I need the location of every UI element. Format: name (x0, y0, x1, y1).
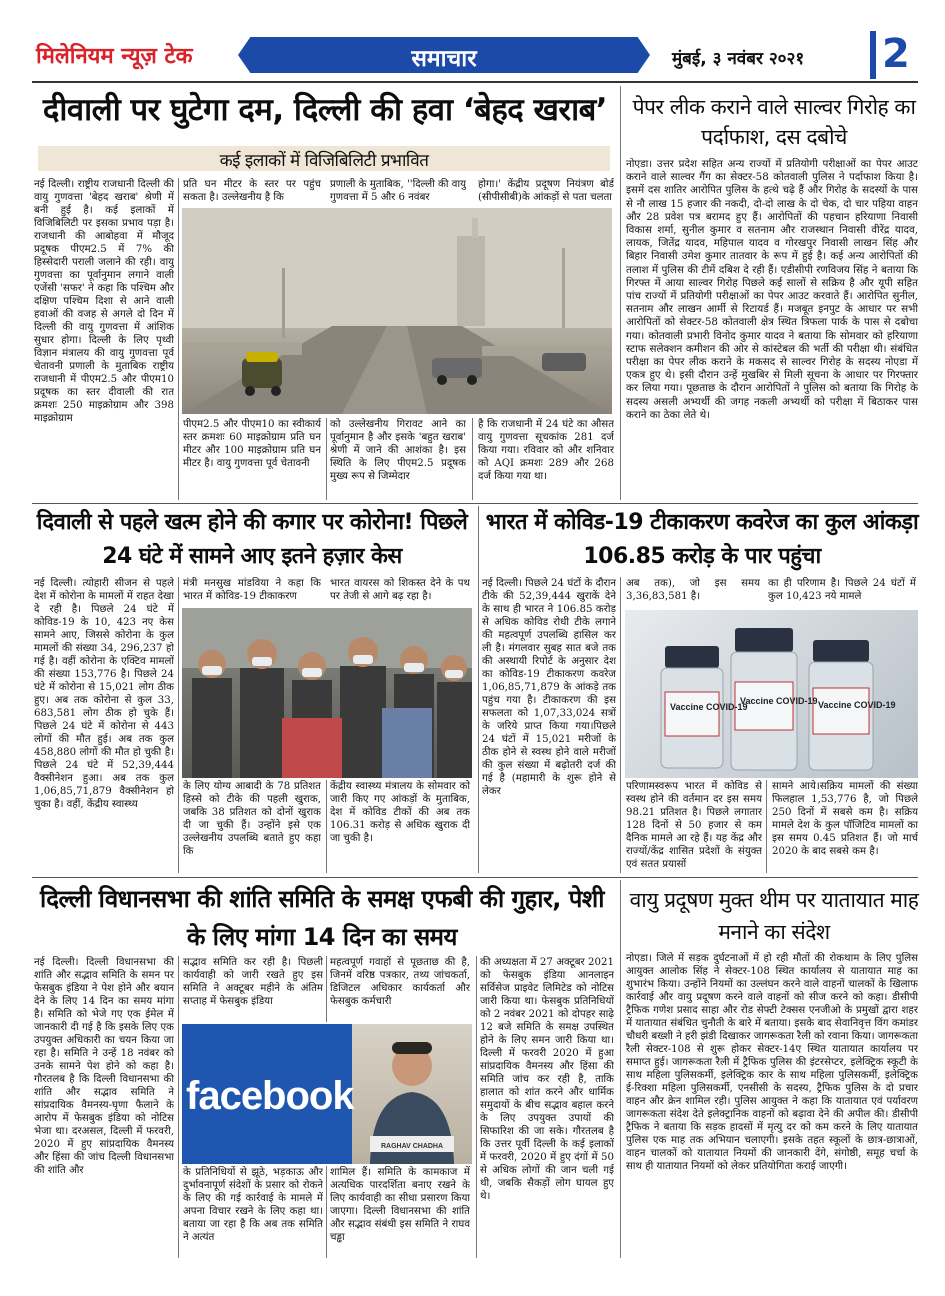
story4-col2-bottom: परिणामस्वरूप भारत में कोविड से स्वस्थ होने की वर्तमान दर इस समय 98.21 प्रतिशत है। पिछले लगातार 128 दिनों से 50 हजार से कम दैनिक मामले आ रहे हैं। यह केंद्र और राज्यों/केंद्र शासित प्रदेशों के संयुक्त एवं सतत प्रयासों (626, 781, 762, 870)
masthead (0, 0, 945, 86)
story5-col3-bottom: शामिल हैं। समिति के कामकाज में अत्यधिक पारदर्शिता बनाए रखने के लिए कार्यवाही का सीधा प्रसारण किया जाएगा। दिल्ली विधानसभा की शांति और सद्भाव संबंधी इस समिति ने राघव चड्ढा (330, 1167, 470, 1243)
vial-label-1: Vaccine COVID-19 (670, 702, 748, 712)
story6-headline: वायु प्रदूषण मुक्त थीम पर यातायात माह मनाने का संदेश (629, 888, 919, 944)
story1-col2-top: प्रति घन मीटर के स्तर पर पहुंच सकता है। उल्लेखनीय है कि (183, 179, 321, 203)
story1-col4-bottom: है कि राजधानी में 24 घंटे का औसत वायु गुणवत्ता सूचकांक 281 दर्ज किया गया। रविवार को और शनिवार को AQI क्रमशः 289 और 268 दर्ज किया गया था। (478, 419, 614, 482)
brand-name: मिलेनियम न्यूज़ टेक (36, 44, 193, 69)
story3-col2-bottom: के लिए योग्य आबादी के 78 प्रतिशत हिस्से को टीके की पहली खुराक, जबकि 38 प्रतिशत को दोनों खुराक दी जा चुकी हैं। उन्होंने इसे एक उल्लेखनीय उपलब्धि बताते हुए कहा कि (183, 781, 321, 857)
story3-col3-top: भारत वायरस को शिकस्त देने के पथ पर तेजी से आगे बढ़ रहा है। (330, 578, 470, 602)
section-title: समाचार (411, 46, 477, 72)
story5-col4: की अध्यक्षता में 27 अक्टूबर 2021 को फेसबुक इंडिया आनलाइन सर्विसेज प्राइवेट लिमिटेड को नोटिस जारी किया था। फेसबुक प्रतिनिधियों को 2 नवंबर 2021 को दोपहर साढ़े 12 बजे समिति के समक्ष उपस्थित होने के लिए समन जारी किया था। दिल्ली में फरवरी 2020 में हुआ सांप्रदायिक वैमनस्य और हिंसा की समिति जांच कर रही है, ताकि हालात को शांत करने और धार्मिक समुदायों के बीच सद्भाव बहाल करने के लिए उपयुक्त उपायों की सिफारिश की जा सके। गौरतलब है कि उत्तर पूर्वी दिल्ली के कई इलाकों में फरवरी, 2020 में हुए दंगों में 50 से अधिक लोगों की जान चली गई थी, जबकि सैकड़ों लोग घायल हुए थे। (480, 957, 614, 1202)
story1-subhead: कई इलाकों में विजिबिलिटी प्रभावित (219, 151, 429, 171)
story2-text: नोएडा। उत्तर प्रदेश सहित अन्य राज्यों में प्रतियोगी परीक्षाओं का पेपर आउट कराने वाले साल्वर गैंग का सेक्टर-58 कोतवाली पुलिस ने पर्दाफाश किया है। इसमें दस शातिर आरोपित पुलिस के हत्थे चढ़े हैं और गिरोह के सदस्यों के पास से नौ लाख 15 हजार की नकदी, दो-दो लाख के दो चेक, दो चार पहिया वाहन और 28 प्रवेश पत्र बरामद हुए हैं। आरोपितों की पहचान हरियाणा निवासी विकास शर्मा, सुनील कुमार व सतनाम और राजस्थान निवासी वीरेंद्र यादव, लायक, जितेंद्र यादव, महिपाल यादव व गोरखपुर निवासी लाखन सिंह और बिहार निवासी उमेश कुमार तातवार के रूप में हुई है। कई अन्य आरोपितों की तलाश में पुलिस की टीमें दबिश दे रही हैं। एडीसीपी रणविजय सिंह ने बताया कि गिरफ्त में आया साल्वर गिरोह पिछले कई सालों से सक्रिय है और यूपी सहित पांच राज्यों में प्रतियोगी परीक्षाओं का पेपर आउट करवाते हैं। आरोपित सुनील, सतनाम और लाखन आर्मी से रिटायर्ड हैं। मजबूत इनपुट के आधार पर सभी आरोपितों को सेक्टर-58 कोतवाली क्षेत्र स्थित त्रिफला पार्क के पास से दबोचा गया। कोतवाली प्रभारी विनोद कुमार यादव ने बताया कि सोमवार को हरियाणा स्टाफ सलेक्शन कमीशन की ओर से कांस्टेबल की भर्ती की परीक्षा थी। संबंधित परीक्षा का पेपर लीक कराने के मकसद से साल्वर गिरोह के सदस्य नोएडा में एकत्र हुए थे। इसी दौरान उन्हें मुखबिर से मिली सूचना के आधार पर गिरफ्तार कर लिया गया। पूछताछ के दौरान आरोपितों ने पुलिस को बताया कि गिरोह के सदस्य असली अभ्यर्थी की जगह नकली अभ्यर्थी को परीक्षा में बिठाकर पास कराने का ठेका लेते थे। (626, 158, 918, 421)
story4-col1: नई दिल्ली। पिछले 24 घंटों के दौरान टीके की 52,39,444 खुराकें देने के साथ ही भारत ने 106.85 करोड़ से अधिक कोविड रोधी टीके लगाने की महत्वपूर्ण उपलब्धि हासिल कर ली है। मंगलवार सुबह सात बजे तक की अस्थायी रिपोर्ट के अनुसार देश का कोविड-19 टीकाकरण कवरेज 1,06,85,71,879 के आंकड़े तक पहुंच गया है। टीकाकरण की इस सफलता को 1,07,33,024 सत्रों के जरिये प्राप्त किया गया।पिछले 24 घंटों में 15,021 मरीजों के ठीक होने से स्वस्थ होने वाले मरीजों की कुल संख्या में बढ़ोतरी दर्ज की गई है (महामारी के शुरू होने से लेकर (482, 578, 616, 797)
story5-headline: दिल्ली विधानसभा की शांति समिति के समक्ष एफबी की गुहार, पेशी के लिए मांगा 14 दिन का समय (40, 885, 604, 951)
story1-col3-bottom: को उल्लेखनीय गिरावट आने का पूर्वानुमान है और इसके 'बहुत खराब' श्रेणी में जाने की आशंका है। इस स्थिति के लिए पीएम2.5 प्रदूषक मुख्य रूप से जिम्मेदार (330, 419, 466, 482)
facebook-logo-text: facebook (186, 1074, 354, 1118)
smog-road-photo (182, 208, 612, 414)
vial-label-3: Vaccine COVID-19 (818, 700, 896, 710)
vaccine-vials-photo (625, 610, 918, 778)
person-icon (352, 1024, 472, 1164)
story5-col2-top: सद्भाव समिति कर रही है। पिछली कार्यवाही को जारी रखते हुए इस समिति ने अक्टूबर महीने के अंतिम सप्ताह में फेसबुक इंडिया (183, 957, 323, 1007)
story1-col3-top: प्रणाली के मुताबिक, ''दिल्ली की वायु गुणवत्ता में 5 और 6 नवंबर (330, 179, 466, 203)
crowd-scene (182, 608, 472, 778)
masthead-rule (32, 81, 918, 83)
story3-col1: नई दिल्ली। त्योहारी सीजन से पहले देश में कोरोना के मामलों में राहत देखा दे रही है। पिछले 24 घंटे में कोविड-19 के 10, 423 नए केस सामने आए, जिससे कोरोना के कुल मामलों की संख्या 34, 296,237 हो गई है। वहीं कोरोना के एक्टिव मामलों की संख्या 153,776 है। पिछले 24 घंटे में कोरोना से 15,021 लोग ठीक हुए। अब तक कोरोना से कुल 33, 683,581 लोग ठीक हो चुके हैं। पिछले 24 घंटे में कोरोना से 443 लोगों की मौत हुई। अब तक कुल 458,880 लोगों की मौत हो चुकी है। पिछले 24 घंटे में 52,39,444 वैक्सीनेशन हुआ। अब तक कुल 1,06,85,71,879 वैक्सीनेशन हो चुका है। वहीं, केंद्रीय स्वास्थ्य (34, 578, 174, 810)
story4-col3-bottom: सामने आये।सक्रिय मामलों की संख्या फिलहाल 1,53,776 है, जो पिछले 250 दिनों में सबसे कम है। सक्रिय मामले देश के कुल पॉजिटिव मामलों का इस समय 0.45 प्रतिशत हैं। जो मार्च 2020 के बाद सबसे कम है। (772, 781, 918, 857)
vial-label-2: Vaccine COVID-19 (740, 696, 818, 706)
dateline: मुंबई, ३ नवंबर २०२१ (672, 49, 805, 69)
story5-col3-top: महत्वपूर्ण गवाहों से पूछताछ की है, जिनमें वरिष्ठ पत्रकार, तथ्य जांचकर्ता, डिजिटल अधिकार कार्यकर्ता और फेसबुक कर्मचारी (330, 957, 470, 1007)
page-number: 2 (870, 31, 924, 79)
story1-col1: नई दिल्ली। राष्ट्रीय राजधानी दिल्ली की वायु गुणवत्ता 'बेहद खराब' श्रेणी में बनी हुई है। कई इलाकों में विजिबिलिटी पर इसका प्रभाव पड़ा है। राजधानी की आबोहवा में मौजूद प्रदूषक पीएम2.5 में 7% की हिस्सेदारी पराली जलाने की रही। वायु गुणवत्ता का पूर्वानुमान लगाने वाली एजेंसी 'सफर' ने कहा कि पश्चिम और दक्षिण पश्चिम दिशा से आने वाली हवाओं की वजह से अगले दो दिन में दिल्ली की वायु गुणवत्ता में आंशिक सुधार होगा। दिल्ली के लिए पृथ्वी विज्ञान मंत्रालय की वायु गुणवत्ता पूर्व चेतावनी प्रणाली के मुताबिक राष्ट्रीय राजधानी में पीएम2.5 और पीएम10 प्रदूषक का स्तर दीवाली की रात क्रमशः 250 माइक्रोग्राम और 398 माइक्रोग्राम (34, 179, 174, 424)
story2-headline: पेपर लीक कराने वाले साल्वर गिरोह का पर्दाफाश, दस दबोचे (632, 95, 916, 149)
story3-col3-bottom: केंद्रीय स्वास्थ्य मंत्रालय के सोमवार को जारी किए गए आंकड़ों के मुताबिक, देश में कोविड टीकों की अब तक 106.31 करोड़ से अधिक खुराक दी जा चुकी है। (330, 781, 470, 844)
story3-headline: दिवाली से पहले खत्म होने की कगार पर कोरोना! पिछले 24 घंटे में सामने आए इतने हज़ार केस (36, 510, 468, 569)
story1-headline: दीवाली पर घुटेगा दम, दिल्ली की हवा ‘बेहद खराब’ (42, 92, 608, 128)
smog-scene (182, 208, 612, 414)
story5-col2-bottom: के प्रतिनिधियों से झूठे, भड़काऊ और दुर्भावनापूर्ण संदेशों के प्रसार को रोकने के लिए की गई कार्रवाई के मामले में अपना विचार रखने के लिए कहा था। बताया जा रहा है कि अब तक समिति ने अत्यंत (183, 1167, 323, 1243)
story6-text: नोएडा। जिले में सड़क दुर्घटनाओं में हो रही मौतों की रोकथाम के लिए पुलिस आयुक्त आलोक सिंह ने सेक्टर-108 स्थित कार्यालय से यातायात माह का शुभारंभ किया। उन्होंने नियमों का उल्लंघन करने वाले वाहनों चालकों के खिलाफ कार्रवाई और वायु प्रदूषण करने वाले वाहनों को सीज करने को कहा। डीसीपी ट्रैफिक गणेश प्रसाद साहा और रोड सेफ्टी टेक्सस एनजीओ के प्रमुखों द्वारा शहर में यातायात संबंधित चुनौती के बारे में बताया। इसके बाद सेवानिवृत्त विंग कमांडर चौधरी बख्शी ने हरी झंडी दिखाकर जागरूकता रैली को रवाना किया। जागरूकता रैली सेक्टर-108 से शुरू होकर सेक्टर-14ए स्थित यातायात कार्यालय पर समाप्त हुई। जागरूकता रैली में ट्रैफिक पुलिस की इंटरसेप्टर, इलेक्ट्रिक स्कूटी के साथ महिला पुलिसकर्मी, इलेक्ट्रिक कार के साथ महिला पुलिसकर्मी, इलेक्ट्रिक ई-रिक्शा महिला पुलिसकर्मी, एनसीसी के सदस्य, ट्रैफिक पुलिस के दो प्रचार वाहन और क्रेन शामिल रही। पुलिस आयुक्त ने कहा कि यातायात एवं पर्यावरण जागरूकता संदेश देते इलेक्ट्रानिक वाहनों को बढ़ावा देने की अपील की। डीसीपी ट्रैफिक ने बताया कि सड़क हादसों में मृत्यु दर को कम करने के लिए यातायात पुलिस एक माह तक अभियान चलाएगी। इसके तहत स्कूलों के छात्र-छात्राओं, वाहन चालकों को यातायात नियमों की जानकारी देंगे, संगोष्ठी, समूह चर्चा के साथ ही यातायात नियमों को लेकर प्रतियोगिता कराई जाएगी। (626, 953, 918, 1172)
nameplate: RAGHAV CHADHA (380, 1143, 444, 1150)
story5-col1: नई दिल्ली। दिल्ली विधानसभा की शांति और सद्भाव समिति के समन पर फेसबुक इंडिया ने पेश होने और बयान देने के लिए 14 दिन का समय मांगा है। समिति को भेजे गए एक ईमेल में जानकारी दी गई है कि इसके लिए एक उपयुक्त अधिकारी का चयन किया जा रहा है। समिति ने उन्हें 18 नवंबर को उनके सामने पेश होने को कहा है। गौरतलब है कि दिल्ली विधानसभा की शांति और सद्भाव समिति ने सांप्रदायिक वैमनस्य-घृणा फैलाने के आरोप में फेसबुक इंडिया को नोटिस भेजा था। दरअसल, दिल्ली में फरवरी, 2020 में हुए सांप्रदायिक वैमनस्य और हिंसा की जांच दिल्ली विधानसभा की शांति और (34, 957, 174, 1176)
vials-scene (625, 610, 918, 778)
story4-col2-top: अब तक), जो इस समय 3,36,83,581 है। (626, 578, 760, 602)
story1-col4-top: होगा।' केंद्रीय प्रदूषण नियंत्रण बोर्ड (सीपीसीबी)के आंकड़ों से पता चलता (478, 179, 614, 203)
story1-col2-bottom: पीएम2.5 और पीएम10 का स्वीकार्य स्तर क्रमशः 60 माइक्रोग्राम प्रति घन मीटर और 100 माइक्रोग्राम प्रति घन मीटर है। वायु गुणवत्ता पूर्व चेतावनी (183, 419, 321, 469)
masked-crowd-photo (182, 608, 472, 778)
facebook-raghav-photo (182, 1024, 472, 1164)
story3-col2-top: मंत्री मनसुख मांडविया ने कहा कि भारत में कोविड-19 टीकाकरण (183, 578, 321, 602)
story4-headline: भारत में कोविड-19 टीकाकरण कवरेज का कुल आंकड़ा 106.85 करोड़ के पार पहुंचा (485, 510, 919, 569)
story4-col3-top: का ही परिणाम है। पिछले 24 घंटों में कुल 10,423 नये मामले (768, 578, 916, 602)
